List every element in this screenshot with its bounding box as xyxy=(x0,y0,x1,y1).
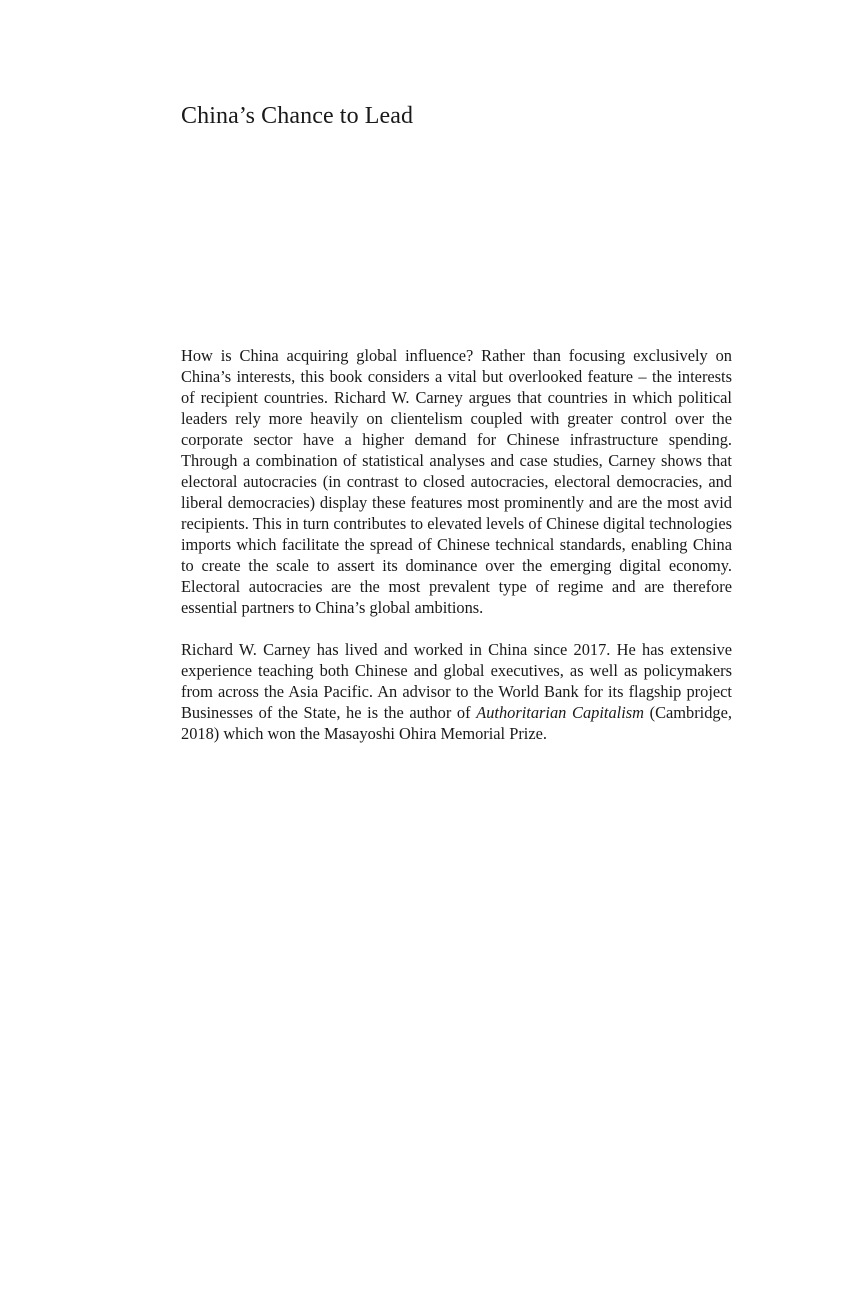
author-bio-text-before: Richard W. Carney has lived and worked in China since 2017. He has extensive experience teaching both Chinese and global executives, as well as policymakers from across the Asia Pacific. An advisor to the World Bank for its flagship project Businesses of the State, he is the author of xyxy=(181,640,732,722)
author-bio-text-after: (Cambridge, 2018) which won the Masayoshi Ohira Memorial Prize. xyxy=(181,703,732,743)
page-title: China’s Chance to Lead xyxy=(181,103,414,129)
summary-paragraph: How is China acquiring global influence? Rather than focusing exclusively on China’s interests, this book considers a vital but overlooked feature – the interests of recipient countries. Richard W. Carney argues that countries in which political leaders rely more heavily on clientelism coupled with greater control over the corporate sector have a higher demand for Chinese infrastructure spending. Through a combination of statistical analyses and case studies, Carney shows that electoral autocracies (in contrast to closed autocracies, electoral democracies, and liberal democracies) display these features most prominently and are the most avid recipients. This in turn contributes to elevated levels of Chinese digital technologies imports which facilitate the spread of Chinese technical standards, enabling China to create the scale to assert its dominance over the emerging digital economy. Electoral autocracies are the most prevalent type of regime and are therefore essential partners to China’s global ambitions. xyxy=(181,346,732,617)
book-description xyxy=(181,345,732,744)
author-book-title: Authoritarian Capitalism xyxy=(476,703,644,722)
author-bio-paragraph xyxy=(181,639,732,744)
